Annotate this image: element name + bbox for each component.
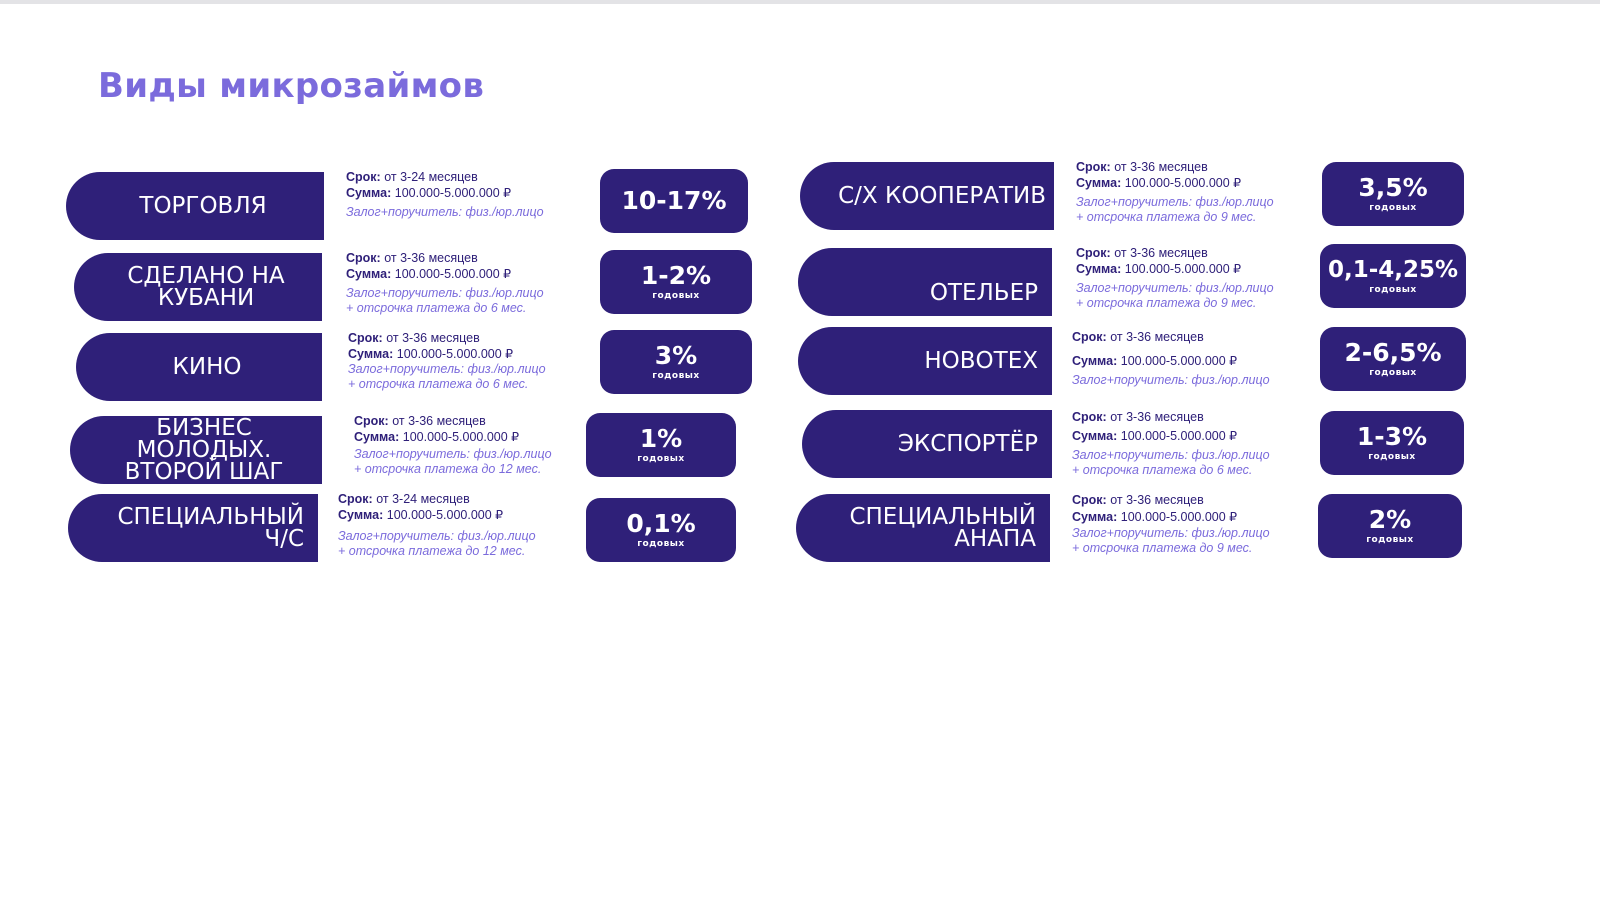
rate-value: 1% <box>639 424 683 453</box>
loan-name-pill <box>66 172 324 240</box>
rate-value: 1-2% <box>640 261 712 290</box>
amount-label: Сумма: <box>1076 261 1122 276</box>
amount-value: 100.000-5.000.000 ₽ <box>1124 175 1242 190</box>
amount-value: 100.000-5.000.000 ₽ <box>1124 261 1242 276</box>
rate-value: 3% <box>654 341 698 370</box>
rate-period: годовых <box>1366 535 1414 545</box>
term-label: Срок: <box>346 251 381 265</box>
page-title: Виды микрозаймов <box>98 66 485 106</box>
loan-conditions: Залог+поручитель: физ./юр.лицо + отсрочка платежа до 9 мес. <box>1076 195 1274 224</box>
amount-label: Сумма: <box>1072 510 1118 524</box>
amount-label: Сумма: <box>1076 175 1122 190</box>
loan-name: ТОРГОВЛЯ <box>139 193 267 219</box>
loan-info <box>1072 325 1322 388</box>
loan-name: БИЗНЕС МОЛОДЫХ. ВТОРОЙ ШАГ <box>124 415 284 485</box>
term-label: Срок: <box>1076 246 1111 260</box>
term-label: Срок: <box>348 331 383 345</box>
rate-period: годовых <box>652 291 700 301</box>
rate-period: годовых <box>1369 203 1417 213</box>
rate-period: годовых <box>1368 452 1416 462</box>
term-label: Срок: <box>1076 160 1111 174</box>
amount-value: 100.000-5.000.000 ₽ <box>1120 354 1238 368</box>
amount-value: 100.000-5.000.000 ₽ <box>386 507 504 522</box>
rate-badge <box>600 250 752 314</box>
loan-name: СПЕЦИАЛЬНЫЙ АНАПА <box>849 504 1036 552</box>
loan-conditions: Залог+поручитель: физ./юр.лицо + отсрочка платежа до 6 мес. <box>346 286 544 315</box>
term-value: от 3-24 месяцев <box>384 170 478 184</box>
loan-conditions: Залог+поручитель: физ./юр.лицо + отсрочка платежа до 12 мес. <box>338 529 536 558</box>
term-value: от 3-36 месяцев <box>1110 330 1204 344</box>
term-value: от 3-36 месяцев <box>386 331 480 345</box>
amount-label: Сумма: <box>346 185 392 200</box>
amount-label: Сумма: <box>1072 429 1118 443</box>
rate-badge <box>600 330 752 394</box>
term-value: от 3-36 месяцев <box>1110 410 1204 424</box>
term-value: от 3-36 месяцев <box>392 414 486 428</box>
loan-name-pill <box>76 333 322 401</box>
loan-name-pill <box>798 248 1052 316</box>
rate-value: 1-3% <box>1356 422 1428 451</box>
rate-period: годовых <box>652 371 700 381</box>
term-value: от 3-24 месяцев <box>376 492 470 506</box>
loan-name-pill <box>796 494 1050 562</box>
top-border <box>0 0 1600 4</box>
term-value: от 3-36 месяцев <box>1114 246 1208 260</box>
amount-label: Сумма: <box>348 346 394 361</box>
loan-name: СДЕЛАНО НА КУБАНИ <box>127 263 285 311</box>
rate-value: 2% <box>1368 505 1412 534</box>
loan-name-pill <box>68 494 318 562</box>
loan-conditions: Залог+поручитель: физ./юр.лицо + отсрочка платежа до 12 мес. <box>354 447 552 476</box>
amount-value: 100.000-5.000.000 ₽ <box>394 185 512 200</box>
loan-info <box>346 170 596 220</box>
term-value: от 3-36 месяцев <box>1110 493 1204 507</box>
rate-period: годовых <box>637 454 685 464</box>
rate-value: 10-17% <box>621 186 727 215</box>
rate-period: годовых <box>1369 285 1417 295</box>
amount-label: Сумма: <box>346 266 392 281</box>
rate-value: 0,1-4,25% <box>1327 257 1459 283</box>
loan-name: НОВОТЕХ <box>924 348 1038 374</box>
rate-value: 3,5% <box>1358 173 1428 202</box>
loan-conditions: Залог+поручитель: физ./юр.лицо + отсрочка платежа до 9 мес. <box>1076 281 1274 310</box>
rate-period: годовых <box>1369 368 1417 378</box>
term-label: Срок: <box>1072 493 1107 507</box>
rate-value: 2-6,5% <box>1344 338 1442 367</box>
loan-name: ОТЕЛЬЕР <box>929 280 1038 306</box>
loan-info <box>354 414 604 477</box>
term-label: Срок: <box>1072 330 1107 344</box>
amount-value: 100.000-5.000.000 ₽ <box>396 346 514 361</box>
loan-conditions: Залог+поручитель: физ./юр.лицо <box>1072 373 1270 387</box>
loan-name: ЭКСПОРТЁР <box>897 431 1038 457</box>
amount-value: 100.000-5.000.000 ₽ <box>1120 429 1238 443</box>
rate-badge <box>586 413 736 477</box>
loan-conditions: Залог+поручитель: физ./юр.лицо <box>346 205 544 219</box>
loan-name-pill <box>800 162 1054 230</box>
loan-conditions: Залог+поручитель: физ./юр.лицо + отсрочка платежа до 9 мес. <box>1072 526 1270 555</box>
loan-conditions: Залог+поручитель: физ./юр.лицо + отсрочка платежа до 6 мес. <box>1072 448 1270 477</box>
term-label: Срок: <box>338 492 373 506</box>
loan-info <box>338 492 588 559</box>
amount-value: 100.000-5.000.000 ₽ <box>1120 510 1238 524</box>
term-label: Срок: <box>354 414 389 428</box>
loan-name: КИНО <box>172 354 242 380</box>
loan-name-pill <box>70 416 322 484</box>
term-label: Срок: <box>1072 410 1107 424</box>
term-label: Срок: <box>346 170 381 184</box>
loan-info <box>1072 408 1322 478</box>
loan-info <box>1076 246 1326 311</box>
loan-conditions: Залог+поручитель: физ./юр.лицо + отсрочка платежа до 6 мес. <box>348 362 546 391</box>
loan-info <box>1072 492 1322 556</box>
rate-period: годовых <box>637 539 685 549</box>
amount-label: Сумма: <box>354 429 400 444</box>
loan-name: С/Х КООПЕРАТИВ <box>838 183 1046 209</box>
rate-badge <box>600 169 748 233</box>
loan-info <box>1076 160 1326 225</box>
loan-name-pill <box>798 327 1052 395</box>
amount-value: 100.000-5.000.000 ₽ <box>402 429 520 444</box>
amount-label: Сумма: <box>1072 354 1118 368</box>
loan-name: СПЕЦИАЛЬНЫЙ Ч/С <box>117 504 304 552</box>
rate-badge <box>1318 494 1462 558</box>
loan-info <box>346 251 596 316</box>
rate-badge <box>1322 162 1464 226</box>
rate-badge <box>1320 411 1464 475</box>
loan-info <box>348 331 598 392</box>
term-value: от 3-36 месяцев <box>384 251 478 265</box>
amount-label: Сумма: <box>338 507 384 522</box>
rate-badge <box>1320 327 1466 391</box>
rate-value: 0,1% <box>626 509 696 538</box>
rate-badge <box>586 498 736 562</box>
loan-name-pill <box>74 253 322 321</box>
term-value: от 3-36 месяцев <box>1114 160 1208 174</box>
rate-badge <box>1320 244 1466 308</box>
loan-name-pill <box>802 410 1052 478</box>
amount-value: 100.000-5.000.000 ₽ <box>394 266 512 281</box>
